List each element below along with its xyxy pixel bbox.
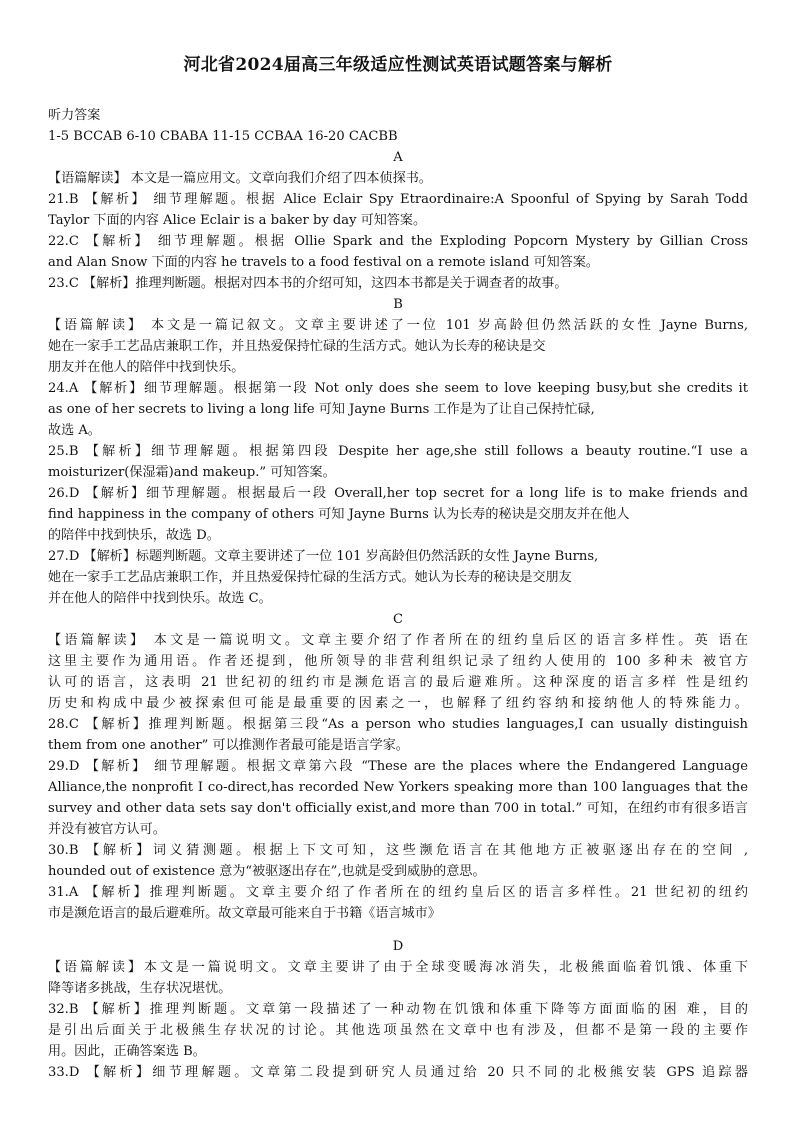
text-line: them from one another” 可以推测作者最可能是语言学家。 <box>48 738 409 753</box>
text-line: 【语篇解读】本文是一篇说明文。文章主要讲了由于全球变暖海冰消失，北极熊面临着饥饿、体重下 <box>48 960 748 975</box>
text-line: hounded out of existence 意为“被驱逐出存在”,也就是受到威胁的意思。 <box>48 864 486 879</box>
text-line: 她在一家手工艺品店兼职工作，并且热爱保持忙碌的生活方式。她认为长寿的秘诀是交 <box>48 339 546 354</box>
section-d <box>48 936 748 1083</box>
text-line: 29.D 【解析】 细节理解题。根据文章第六段 “These are the places where the Endangered Language <box>48 759 748 774</box>
text-line: 并没有被官方认可。 <box>48 822 166 837</box>
section-label: B <box>393 297 403 312</box>
text-line: 31.A 【解析】推理判断题。文章主要介绍了作者所在的纽约皇后区的语言多样性。21 世纪初的纽约 <box>48 885 748 900</box>
text-line: 降等诸多挑战，生存状况堪忧。 <box>48 981 232 996</box>
text-line: 23.C 【解析】推理判断题。根据对四本书的介绍可知，这四本书都是关于调查者的故事。 <box>48 276 568 291</box>
document-page <box>48 50 748 1083</box>
text-line: 30.B 【解析】词义猜测题。根据上下文可知，这些濒危语言在其他地方正被驱逐出存在的空间 , <box>48 843 748 858</box>
text-line: 26.D 【解析】细节理解题。根据最后一段 Overall,her top secret for a long life is to make friends and <box>48 486 748 501</box>
page-title: 河北省2024届高三年级适应性测试英语试题答案与解析 <box>183 55 613 75</box>
section-a <box>48 147 748 294</box>
text-line: 27.D 【解析】标题判断题。文章主要讲述了一位 101 岁高龄但仍然活跃的女性 Jayne Burns, <box>48 549 599 564</box>
section-label: C <box>392 612 404 627</box>
text-line: 这里主要作为通用语。作者还提到，他所领导的非营利组织记录了纽约人使用的 100 多种未 被官方 <box>48 654 748 669</box>
text-line: 25.B 【解析】细节理解题。根据第四段 Despite her age,she still follows a beauty routine.“I use a <box>48 444 748 459</box>
text-line: 是引出后面关于北极熊生存状况的讨论。其他选项虽然在文章中也有涉及，但都不是第一段的主要作 <box>48 1023 748 1038</box>
listening-answers: 1-5 BCCAB 6-10 CBABA 11-15 CCBAA 16-20 CACBB <box>48 129 398 144</box>
text-line: 21.B 【解析】 细节理解题。根据 Alice Eclair Spy Etraordinaire:A Spoonful of Spying by Sarah Todd <box>48 192 748 207</box>
text-line: survey and other data sets say don't officially exist,and more than 700 in total.” 可知，在纽约市有很多语言 <box>48 801 748 816</box>
section-b <box>48 294 748 609</box>
text-line: 她在一家手工艺品店兼职工作，并且热爱保持忙碌的生活方式。她认为长寿的秘诀是交朋友 <box>48 570 572 585</box>
text-line: find happiness in the company of others 可知 Jayne Burns 认为长寿的秘诀是交朋友并在他人 <box>48 507 630 522</box>
text-line: as one of her secrets to living a long life 可知 Jayne Burns 工作是为了让自己保持忙碌, <box>48 402 595 417</box>
text-line: 认可的语言，这表明 21 世纪初的纽约市是濒危语言的最后避难所。这种深度的语言多样 性是纽约 <box>48 675 748 690</box>
text-line: moisturizer(保湿霜)and makeup.” 可知答案。 <box>48 465 336 480</box>
text-line: 33.D 【解析】细节理解题。文章第二段提到研究人员通过给 20 只不同的北极熊安装 GPS 追踪器 <box>48 1065 748 1080</box>
section-c <box>48 609 748 924</box>
listening-heading: 听力答案 <box>48 108 101 123</box>
text-line: Alliance,the nonprofit I co-direct,has recorded New Yorkers speaking more than 100 languages that the <box>48 780 748 795</box>
text-line: 并在他人的陪伴中找到快乐。故选 C。 <box>48 591 272 606</box>
text-line: 的陪伴中找到快乐，故选 D。 <box>48 528 220 543</box>
text-line: and Alan Snow 下面的内容 he travels to a food festival on a remote island 可知答案。 <box>48 255 600 270</box>
text-line: 用。因此，正确答案选 B。 <box>48 1044 206 1059</box>
text-line: 【语篇解读】 本文是一篇应用文。文章向我们介绍了四本侦探书。 <box>48 171 432 186</box>
text-line: 32.B 【解析】推理判断题。文章第一段描述了一种动物在饥饿和体重下降等方面面临的困 难，目的 <box>48 1002 748 1017</box>
section-label: A <box>393 150 403 165</box>
text-line: 朋友并在他人的陪伴中找到快乐。 <box>48 360 245 375</box>
text-line: 历史和构成中最少被探索但可能是最重要的因素之一，也解释了纽约容纳和接纳他人的特殊能力。 <box>48 696 748 711</box>
text-line: 市是濒危语言的最后避难所。故文章最可能来自于书籍《语言城市》 <box>48 906 441 921</box>
text-line: 【语篇解读】 本文是一篇说明文。文章主要介绍了作者所在的纽约皇后区的语言多样性。英 语在 <box>48 633 748 648</box>
text-line: 【语篇解读】 本文是一篇记叙文。文章主要讲述了一位 101 岁高龄但仍然活跃的女性 Jayne Burns, <box>48 318 748 333</box>
text-line: 24.A 【解析】细节理解题。根据第一段 Not only does she seem to love keeping busy,but she credits it <box>48 381 748 396</box>
text-line: 22.C 【解析】 细节理解题。根据 Ollie Spark and the Exploding Popcorn Mystery by Gillian Cross <box>48 234 748 249</box>
text-line: Taylor 下面的内容 Alice Eclair is a baker by day 可知答案。 <box>48 213 427 228</box>
text-line: 故选 A。 <box>48 423 101 438</box>
section-label: D <box>392 939 404 954</box>
text-line: 28.C 【解析】推理判断题。根据第三段“As a person who studies languages,I can usually distinguish <box>48 717 748 732</box>
